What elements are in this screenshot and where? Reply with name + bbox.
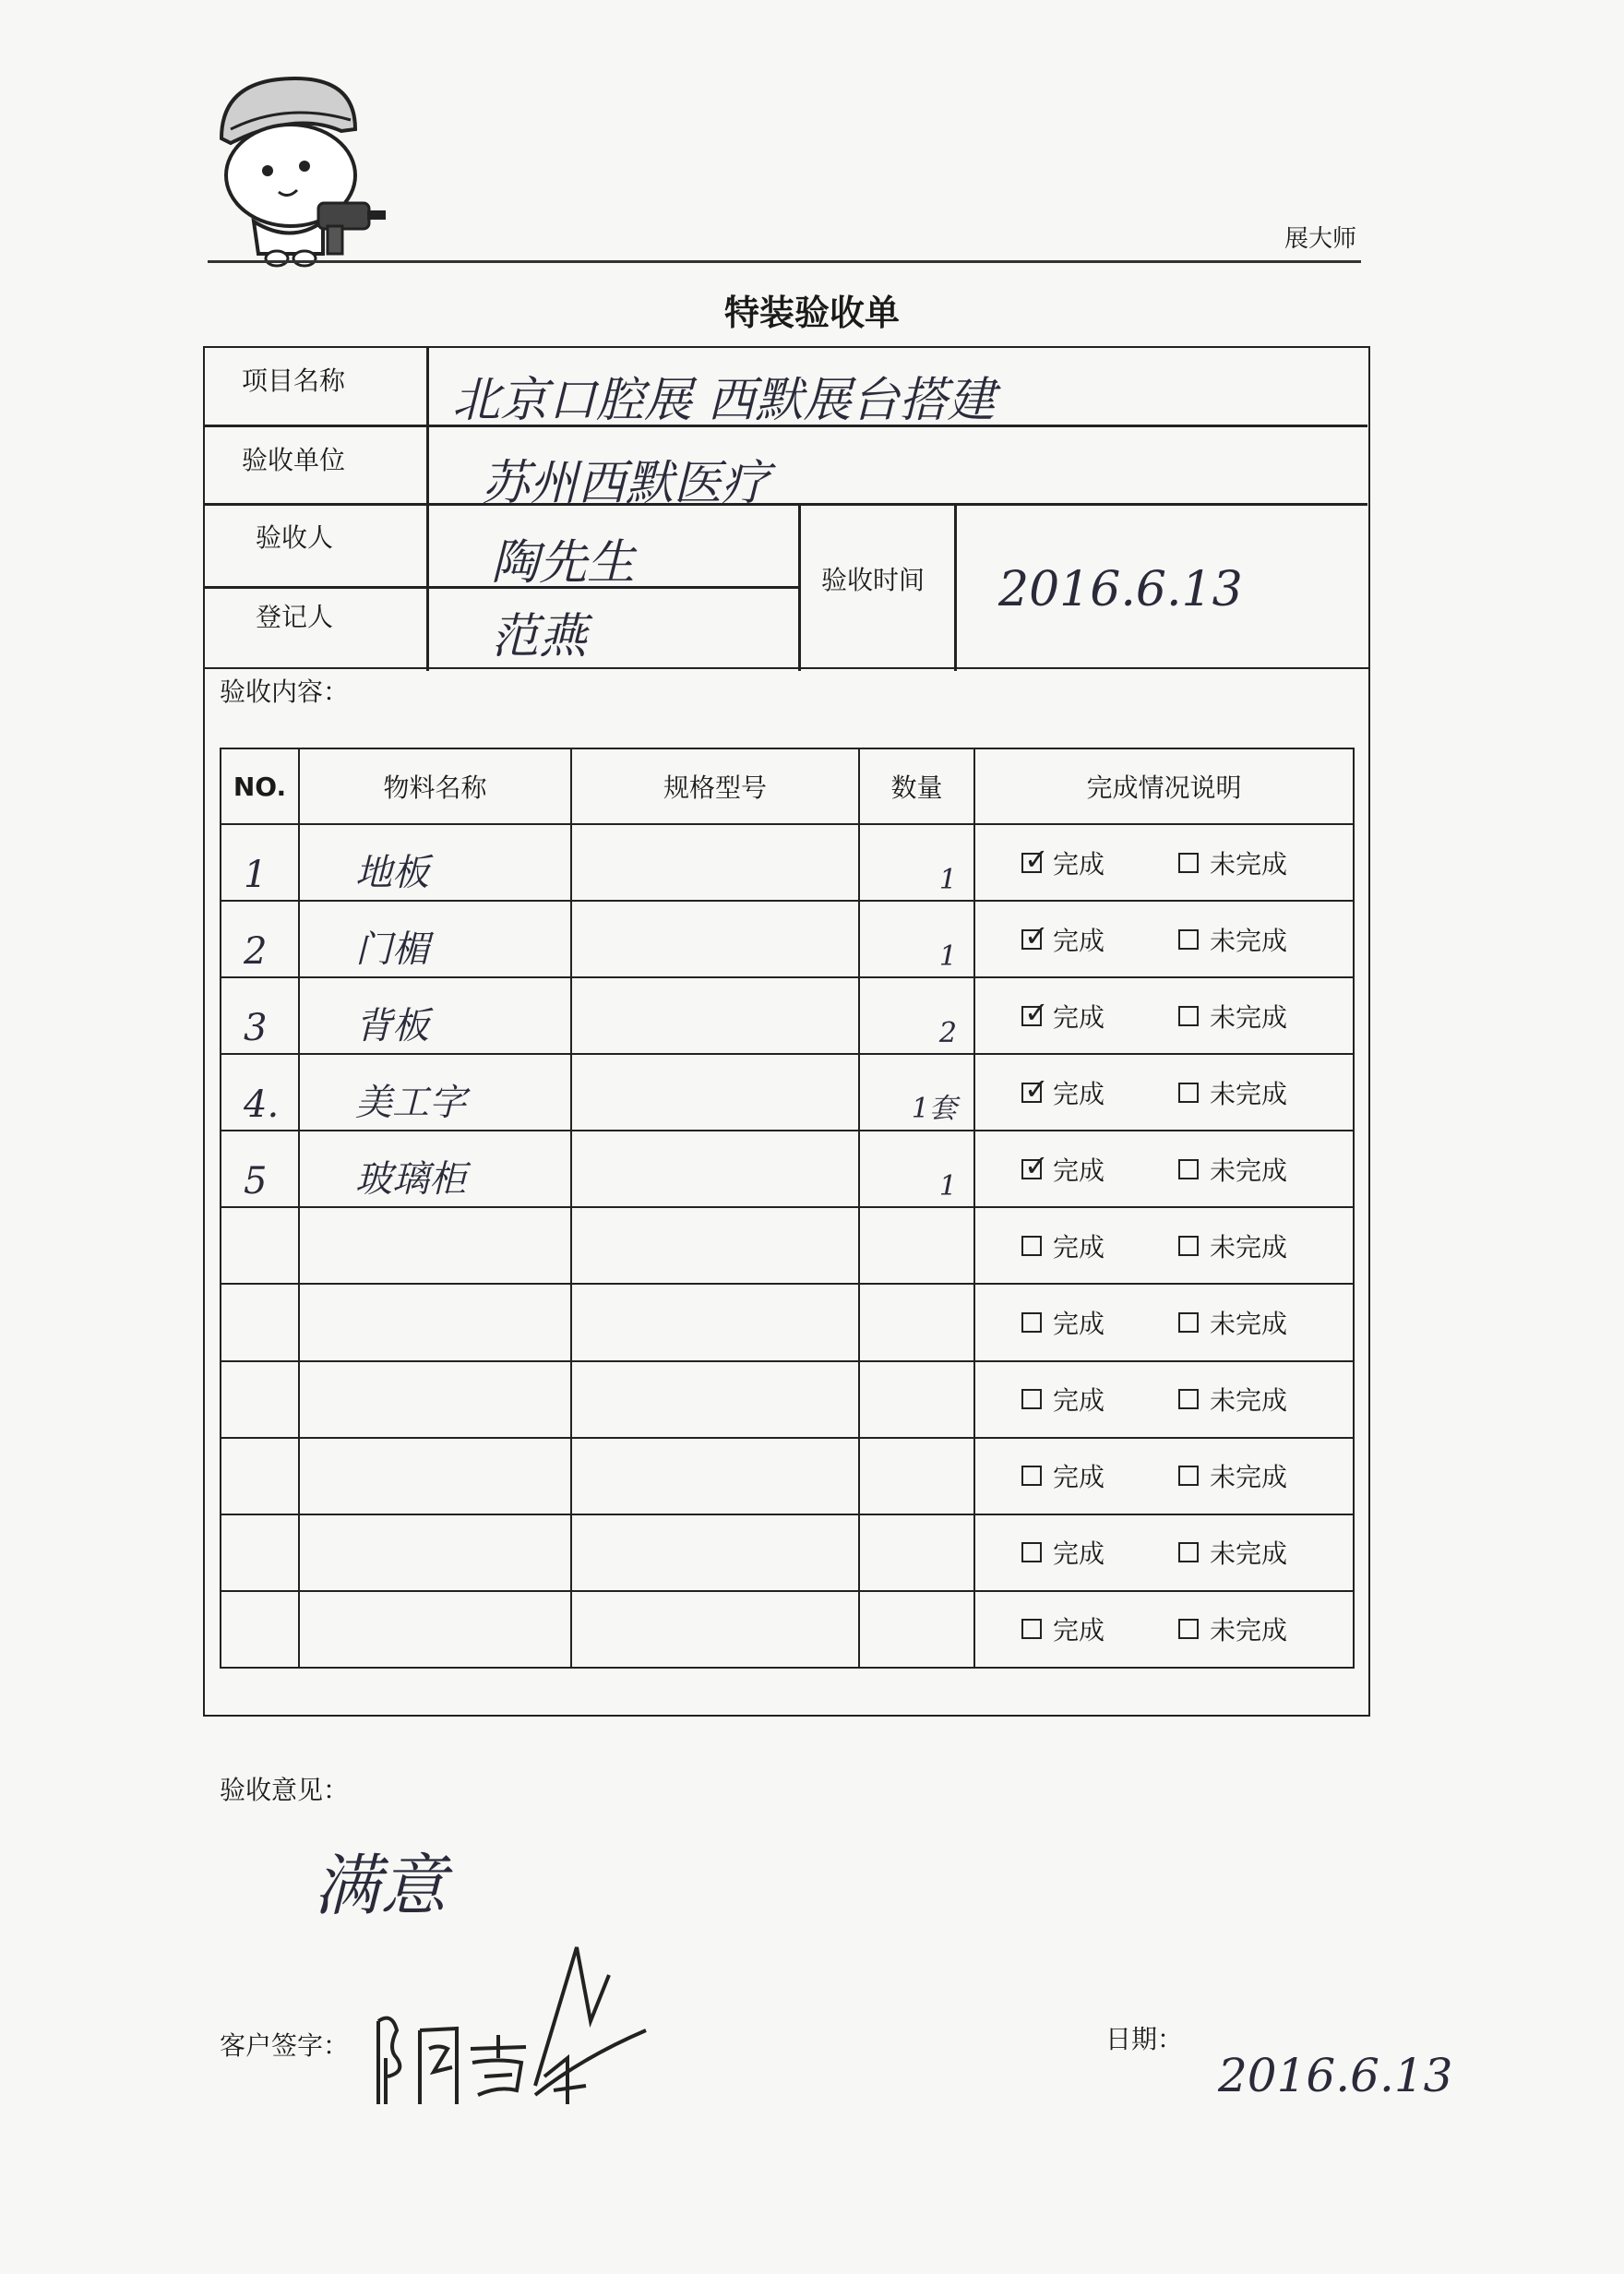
acceptance-time-label: 验收时间 — [821, 565, 925, 595]
header-rule — [208, 260, 1361, 263]
table-row — [221, 1361, 1354, 1438]
acceptor-value: 陶先生 — [491, 535, 636, 591]
row-spec-model — [571, 1438, 859, 1514]
customer-signature — [369, 1920, 664, 2132]
row-material-name — [299, 1514, 571, 1591]
column-header-quantity: 数量 — [859, 748, 974, 824]
row-quantity: 2 — [859, 977, 974, 1054]
undone-label: 未完成 — [1210, 848, 1288, 880]
column-header-spec-model: 规格型号 — [571, 748, 859, 824]
undone-option[interactable] — [1178, 1074, 1287, 1111]
done-option[interactable] — [1021, 1074, 1178, 1111]
done-label: 完成 — [1053, 1615, 1105, 1646]
row-no: 3 — [221, 977, 299, 1054]
row-completion-status — [974, 1438, 1354, 1514]
done-option[interactable] — [1021, 1151, 1178, 1188]
row-quantity: 1 — [859, 824, 974, 901]
done-option[interactable] — [1021, 921, 1178, 958]
row-completion-status — [974, 1131, 1354, 1207]
row-quantity — [859, 1438, 974, 1514]
row-material-name — [299, 1361, 571, 1438]
done-option[interactable] — [1021, 1610, 1178, 1647]
done-checkbox[interactable] — [1021, 1006, 1042, 1026]
undone-label: 未完成 — [1210, 1231, 1288, 1263]
undone-checkbox[interactable] — [1178, 1542, 1199, 1562]
registrar-label: 登记人 — [256, 602, 334, 632]
table-row — [221, 824, 1354, 901]
table-row — [221, 1514, 1354, 1591]
table-row — [221, 1438, 1354, 1514]
row-material-name — [299, 1591, 571, 1668]
undone-option[interactable] — [1178, 998, 1287, 1035]
materials-table — [220, 748, 1355, 1669]
row-quantity — [859, 1361, 974, 1438]
row-spec-model — [571, 1207, 859, 1284]
done-checkbox[interactable] — [1021, 929, 1042, 950]
header-info-grid — [203, 346, 1370, 669]
undone-checkbox[interactable] — [1178, 1389, 1199, 1409]
done-label: 完成 — [1053, 925, 1105, 956]
done-option[interactable] — [1021, 1381, 1178, 1418]
content-label: 验收内容： — [220, 676, 350, 707]
done-checkbox[interactable] — [1021, 1312, 1042, 1333]
opinion-value: 满意 — [314, 1847, 448, 1924]
undone-checkbox[interactable] — [1178, 853, 1199, 873]
row-material-name — [299, 1438, 571, 1514]
column-header-no: NO. — [221, 748, 299, 824]
undone-checkbox[interactable] — [1178, 1312, 1199, 1333]
row-material-name: 地板 — [299, 824, 571, 901]
row-quantity — [859, 1207, 974, 1284]
undone-label: 未完成 — [1210, 1615, 1288, 1646]
done-label: 完成 — [1053, 848, 1105, 880]
date-label: 日期： — [1105, 2024, 1184, 2054]
undone-checkbox[interactable] — [1178, 1236, 1199, 1256]
table-row — [221, 1054, 1354, 1131]
done-label: 完成 — [1053, 1309, 1105, 1339]
done-checkbox[interactable] — [1021, 1389, 1042, 1409]
row-quantity: 1 — [859, 901, 974, 977]
done-label: 完成 — [1053, 1155, 1105, 1186]
row-material-name: 背板 — [299, 977, 571, 1054]
undone-checkbox[interactable] — [1178, 1466, 1199, 1486]
date-value: 2016.6.13 — [1218, 2049, 1453, 2102]
registrar-value: 范燕 — [491, 609, 588, 664]
undone-checkbox[interactable] — [1178, 929, 1199, 950]
row-no: 5 — [221, 1131, 299, 1207]
builder-mascot-icon — [203, 74, 388, 268]
table-row — [221, 1284, 1354, 1360]
done-checkbox[interactable] — [1021, 1236, 1042, 1256]
row-completion-status — [974, 901, 1354, 977]
table-row — [221, 1131, 1354, 1207]
column-header-material-name: 物料名称 — [299, 748, 571, 824]
row-completion-status — [974, 1591, 1354, 1668]
row-no: 1 — [221, 824, 299, 901]
row-material-name — [299, 1284, 571, 1360]
acceptor-label: 验收人 — [256, 522, 334, 553]
table-header-row — [221, 748, 1354, 824]
signature-label: 客户签字： — [220, 2030, 350, 2061]
undone-checkbox[interactable] — [1178, 1619, 1199, 1639]
undone-checkbox[interactable] — [1178, 1159, 1199, 1179]
row-quantity — [859, 1514, 974, 1591]
done-checkbox[interactable] — [1021, 853, 1042, 873]
row-completion-status — [974, 1284, 1354, 1360]
row-completion-status — [974, 1054, 1354, 1131]
row-no — [221, 1514, 299, 1591]
row-spec-model — [571, 1284, 859, 1360]
row-no — [221, 1591, 299, 1668]
acceptance-unit-value: 苏州西默医疗 — [482, 456, 770, 511]
undone-option[interactable] — [1178, 1381, 1287, 1418]
undone-label: 未完成 — [1210, 925, 1288, 956]
acceptance-time-value: 2016.6.13 — [998, 562, 1243, 617]
table-row — [221, 901, 1354, 977]
done-option[interactable] — [1021, 844, 1178, 881]
row-quantity — [859, 1591, 974, 1668]
table-row — [221, 977, 1354, 1054]
undone-option[interactable] — [1178, 1534, 1287, 1571]
row-spec-model — [571, 1054, 859, 1131]
row-material-name: 门楣 — [299, 901, 571, 977]
undone-label: 未完成 — [1210, 1155, 1288, 1186]
row-quantity — [859, 1284, 974, 1360]
row-completion-status — [974, 1514, 1354, 1591]
project-name-label: 项目名称 — [242, 365, 346, 396]
done-label: 完成 — [1053, 1538, 1105, 1570]
done-label: 完成 — [1053, 1462, 1105, 1493]
table-row — [221, 1207, 1354, 1284]
row-spec-model — [571, 824, 859, 901]
undone-label: 未完成 — [1210, 1385, 1288, 1417]
page-title: 特装验收单 — [723, 293, 900, 333]
project-name-value: 北京口腔展 西默展台搭建 — [452, 373, 996, 428]
done-checkbox[interactable] — [1021, 1542, 1042, 1562]
row-no: 4. — [221, 1054, 299, 1131]
acceptance-unit-label: 验收单位 — [242, 445, 346, 475]
undone-option[interactable] — [1178, 844, 1287, 881]
undone-label: 未完成 — [1210, 1001, 1288, 1033]
undone-option[interactable] — [1178, 1227, 1287, 1264]
row-spec-model — [571, 901, 859, 977]
done-option[interactable] — [1021, 1457, 1178, 1494]
row-quantity: 1套 — [859, 1054, 974, 1131]
done-label: 完成 — [1053, 1001, 1105, 1033]
undone-option[interactable] — [1178, 921, 1287, 958]
done-checkbox[interactable] — [1021, 1083, 1042, 1103]
done-option[interactable] — [1021, 998, 1178, 1035]
row-completion-status — [974, 1207, 1354, 1284]
done-label: 完成 — [1053, 1078, 1105, 1109]
row-spec-model — [571, 1514, 859, 1591]
row-no — [221, 1361, 299, 1438]
undone-checkbox[interactable] — [1178, 1083, 1199, 1103]
row-material-name: 玻璃柜 — [299, 1131, 571, 1207]
undone-checkbox[interactable] — [1178, 1006, 1199, 1026]
undone-option[interactable] — [1178, 1457, 1287, 1494]
undone-option[interactable] — [1178, 1610, 1287, 1647]
done-checkbox[interactable] — [1021, 1466, 1042, 1486]
row-material-name — [299, 1207, 571, 1284]
undone-label: 未完成 — [1210, 1309, 1288, 1339]
brand-name: 展大师 — [1284, 225, 1356, 253]
row-spec-model — [571, 1361, 859, 1438]
row-no: 2 — [221, 901, 299, 977]
undone-option[interactable] — [1178, 1151, 1287, 1188]
table-row — [221, 1591, 1354, 1668]
done-checkbox[interactable] — [1021, 1619, 1042, 1639]
row-quantity: 1 — [859, 1131, 974, 1207]
undone-label: 未完成 — [1210, 1538, 1288, 1570]
row-completion-status — [974, 1361, 1354, 1438]
done-option[interactable] — [1021, 1534, 1178, 1571]
row-no — [221, 1284, 299, 1360]
row-spec-model — [571, 1591, 859, 1668]
row-completion-status — [974, 977, 1354, 1054]
done-option[interactable] — [1021, 1227, 1178, 1264]
undone-label: 未完成 — [1210, 1078, 1288, 1109]
undone-option[interactable] — [1178, 1304, 1287, 1341]
row-no — [221, 1207, 299, 1284]
opinion-label: 验收意见： — [220, 1775, 350, 1805]
done-label: 完成 — [1053, 1231, 1105, 1263]
undone-label: 未完成 — [1210, 1462, 1288, 1493]
row-completion-status — [974, 824, 1354, 901]
row-spec-model — [571, 977, 859, 1054]
done-label: 完成 — [1053, 1385, 1105, 1417]
row-spec-model — [571, 1131, 859, 1207]
done-option[interactable] — [1021, 1304, 1178, 1341]
column-header-completion-status: 完成情况说明 — [974, 748, 1354, 824]
row-no — [221, 1438, 299, 1514]
row-material-name: 美工字 — [299, 1054, 571, 1131]
done-checkbox[interactable] — [1021, 1159, 1042, 1179]
